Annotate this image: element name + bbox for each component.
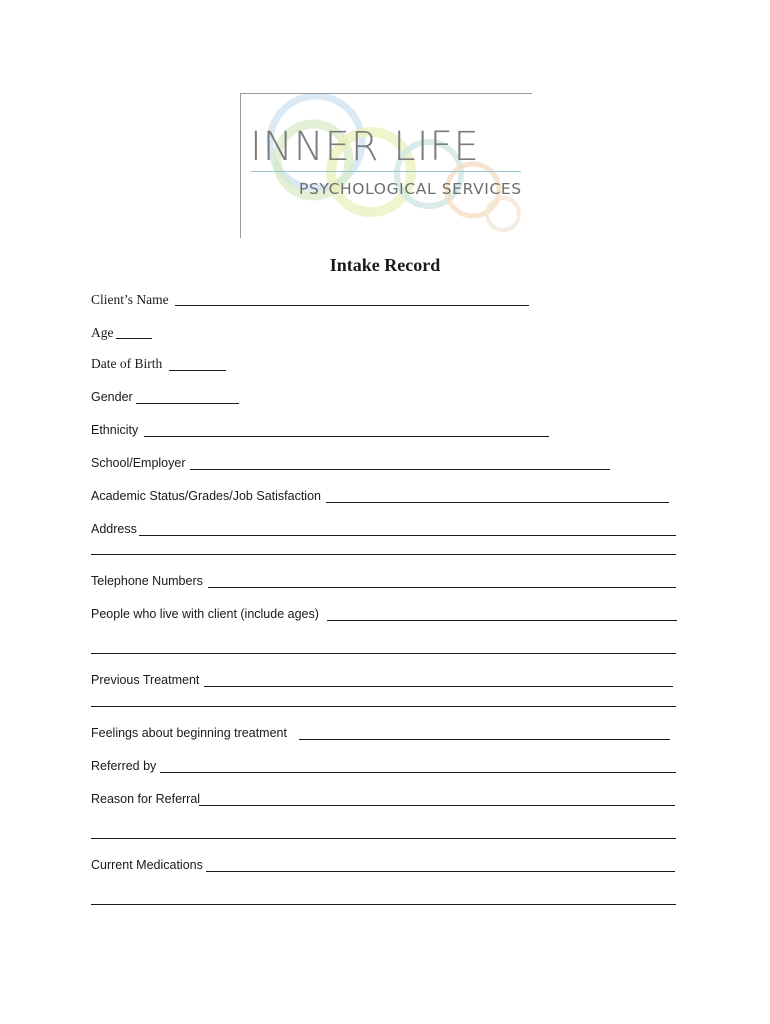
logo-subtitle: PSYCHOLOGICAL SERVICES [299, 180, 522, 198]
medications-field[interactable] [206, 871, 675, 872]
school-field[interactable] [190, 469, 610, 470]
telephone-field[interactable] [208, 587, 676, 588]
household-field[interactable] [327, 620, 677, 621]
medications-field-line2[interactable] [91, 904, 676, 905]
gender-row [91, 389, 133, 405]
logo-wordmark: INNER LIFE [250, 124, 480, 170]
school-label: School/Employer [91, 456, 186, 470]
referred-by-field[interactable] [160, 772, 676, 773]
age-field[interactable] [116, 338, 152, 339]
dob-row [91, 356, 162, 372]
referral-reason-row [91, 791, 200, 807]
gender-label: Gender [91, 390, 133, 404]
gender-field[interactable] [136, 403, 239, 404]
referral-reason-field[interactable] [199, 805, 675, 806]
feelings-label: Feelings about beginning treatment [91, 726, 287, 740]
referral-reason-label: Reason for Referral [91, 792, 201, 806]
telephone-label: Telephone Numbers [91, 574, 203, 588]
referred-by-row [91, 758, 156, 774]
dob-label: Date of Birth [91, 356, 163, 371]
telephone-row [91, 573, 203, 589]
age-label: Age [91, 325, 114, 340]
ethnicity-field[interactable] [144, 436, 549, 437]
address-field[interactable] [139, 535, 676, 536]
address-field-line2[interactable] [91, 554, 676, 555]
medications-row [91, 857, 203, 873]
dob-field[interactable] [169, 370, 226, 371]
logo-divider [251, 171, 521, 172]
client-name-label: Client’s Name [91, 292, 169, 307]
previous-treatment-label: Previous Treatment [91, 673, 200, 687]
ethnicity-row [91, 422, 138, 438]
referral-reason-field-line2[interactable] [91, 838, 676, 839]
page-title: Intake Record [329, 255, 441, 275]
school-row [91, 455, 186, 471]
referred-by-label: Referred by [91, 759, 157, 773]
client-name-field[interactable] [175, 305, 529, 306]
ethnicity-label: Ethnicity [91, 423, 139, 437]
client-name-row [91, 292, 169, 308]
address-row [91, 521, 137, 537]
household-row [91, 606, 319, 622]
feelings-field[interactable] [299, 739, 670, 740]
household-label: People who live with client (include ages) [91, 607, 319, 621]
feelings-row [91, 725, 287, 741]
previous-treatment-field[interactable] [204, 686, 673, 687]
previous-treatment-row [91, 672, 199, 688]
academic-label: Academic Status/Grades/Job Satisfaction [91, 489, 321, 503]
previous-treatment-field-line2[interactable] [91, 706, 676, 707]
academic-field[interactable] [326, 502, 669, 503]
inner-life-logo [240, 93, 532, 238]
medications-label: Current Medications [91, 858, 203, 872]
academic-row [91, 488, 321, 504]
household-field-line2[interactable] [91, 653, 676, 654]
age-row [91, 325, 114, 341]
address-label: Address [91, 522, 137, 536]
